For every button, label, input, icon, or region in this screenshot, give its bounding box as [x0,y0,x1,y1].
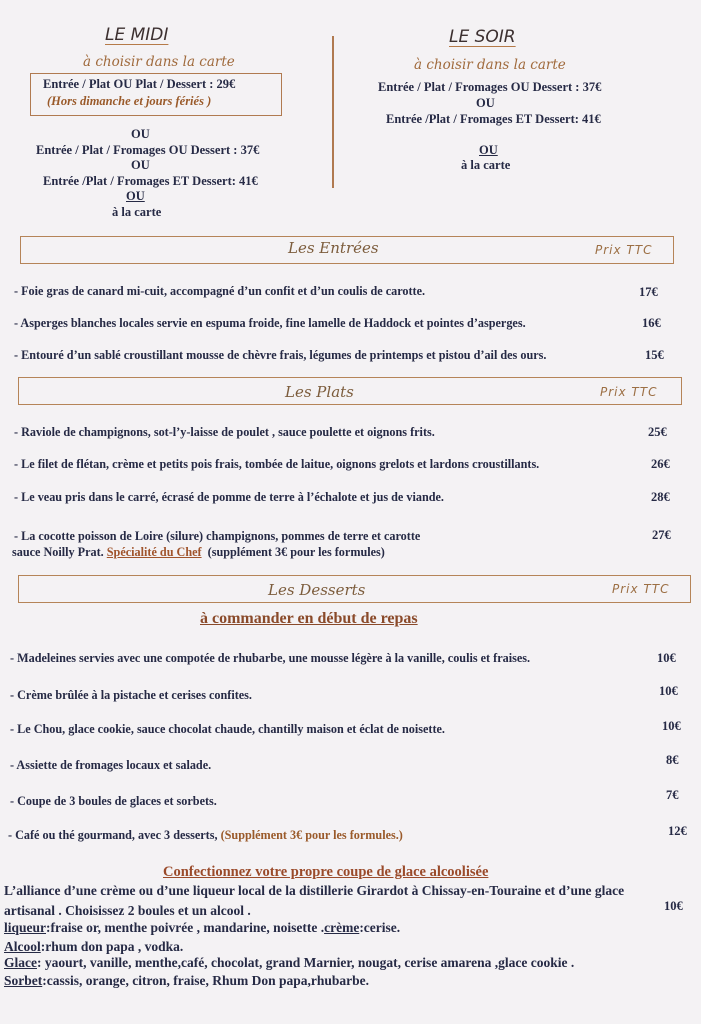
liqueur-label: liqueur [4,920,47,935]
dessert-price: 7€ [666,788,679,802]
midi-title: LE MIDI [105,25,169,45]
midi-a-la-carte: à la carte [112,205,162,219]
dessert-item: - Le Chou, glace cookie, sauce chocolat chaude, chantilly maison et éclat de noisette. [10,722,445,736]
plat-price: 27€ [652,528,671,542]
creme-options: :cerise. [359,920,401,935]
glace-label: Glace [4,955,37,970]
entrees-title: Les Entrées [288,239,379,257]
desserts-commander-note: à commander en début de repas [200,610,418,627]
soir-ou-2: OU [479,143,498,157]
entree-item: - Foie gras de canard mi-cuit, accompagné d’un confit et d’un coulis de carotte. [14,284,426,298]
coupe-sorbet-line [4,973,369,989]
dessert-price: 10€ [659,684,678,698]
coupe-liqueur-line [4,920,400,936]
dessert-price: 10€ [662,719,681,733]
midi-subtitle: à choisir dans la carte [83,54,235,70]
entree-price: 17€ [639,285,658,299]
midi-ou-2: OU [131,158,150,172]
plats-prix-ttc: Prix TTC [600,385,658,399]
midi-formula-restriction: (Hors dimanche et jours fériés ) [47,94,212,108]
entree-item: - Entouré d’un sablé croustillant mousse de chèvre frais, légumes de printemps et pistou d’ail des ours. [14,348,547,362]
entree-price: 15€ [645,348,664,362]
soir-formula-37: Entrée / Plat / Fromages OU Dessert : 37€ [378,80,602,94]
dessert-price: 8€ [666,753,679,767]
coupe-alcool-line [4,939,183,955]
soir-title: LE SOIR [449,27,516,47]
dessert-price: 10€ [657,651,676,665]
soir-subtitle: à choisir dans la carte [414,57,566,73]
desserts-title: Les Desserts [268,581,366,599]
plat-item: - La cocotte poisson de Loire (silure) champignons, pommes de terre et carotte [14,529,421,543]
dessert-item [8,828,403,843]
soir-ou-1: OU [476,96,495,110]
desserts-prix-ttc: Prix TTC [612,582,670,596]
dessert-cafe-text: - Café ou thé gourmand, avec 3 desserts, [8,828,218,842]
alcool-options: :rhum don papa , vodka. [40,939,184,954]
plat-item: - Raviole de champignons, sot-l’y-laisse de poulet , sauce poulette et oignons frits. [14,425,435,439]
midi-formula-37: Entrée / Plat / Fromages OU Dessert : 37€ [36,143,260,157]
column-divider [332,36,334,188]
plat-supplement: (supplément 3€ pour les formules) [207,545,385,559]
coupe-price: 10€ [664,899,683,913]
coupe-description-line2: artisanal . Choisissez 2 boules et un alcool . [4,903,251,918]
midi-ou-1: OU [131,127,150,141]
sorbet-options: :cassis, orange, citron, fraise, Rhum Don papa,rhubarbe. [42,973,370,988]
entree-price: 16€ [642,316,661,330]
soir-formula-41: Entrée /Plat / Fromages ET Dessert: 41€ [386,112,601,126]
chef-specialty: Spécialité du Chef [106,545,202,559]
coupe-description-line1: L’alliance d’une crème ou d’une liqueur local de la distillerie Girardot à Chissay-en-Touraine et d’une glace [4,883,625,898]
entrees-prix-ttc: Prix TTC [595,243,653,257]
plat-price: 28€ [651,490,670,504]
plat-price: 26€ [651,457,670,471]
dessert-item: - Madeleines servies avec une compotée de rhubarbe, une mousse légère à la vanille, coulis et fraises. [10,651,531,665]
liqueur-options: :fraise or, menthe poivrée , mandarine, noisette . [46,920,325,935]
dessert-item: - Assiette de fromages locaux et salade. [10,758,212,772]
entree-item: - Asperges blanches locales servie en espuma froide, fine lamelle de Haddock et pointes d’asperges. [14,316,526,330]
soir-a-la-carte: à la carte [461,158,511,172]
plat-price: 25€ [648,425,667,439]
dessert-item: - Coupe de 3 boules de glaces et sorbets. [10,794,217,808]
creme-label: crème [324,920,360,935]
plat-item-line2 [12,545,385,560]
coupe-title: Confectionnez votre propre coupe de glace alcoolisée [163,864,489,880]
sorbet-label: Sorbet [4,973,43,988]
midi-ou-3: OU [126,189,145,203]
plat-item: - Le veau pris dans le carré, écrasé de pomme de terre à l’échalote et jus de viande. [14,490,444,504]
plat-item-line2-prefix: sauce Noilly Prat. [12,545,104,559]
midi-formula-29: Entrée / Plat OU Plat / Dessert : 29€ [43,77,236,91]
glace-options: : yaourt, vanille, menthe,café, chocolat, grand Marnier, nougat, cerise amarena ,glace cookie . [37,955,575,970]
dessert-price: 12€ [668,824,687,838]
coupe-glace-line [4,955,574,971]
dessert-item: - Crème brûlée à la pistache et cerises confites. [10,688,252,702]
plat-item: - Le filet de flétan, crème et petits pois frais, tombée de laitue, oignons grelots et lardons croustillants. [14,457,540,471]
plats-title: Les Plats [285,383,354,401]
alcool-label: Alcool [4,939,41,954]
midi-formula-41: Entrée /Plat / Fromages ET Dessert: 41€ [43,174,258,188]
dessert-cafe-supplement: (Supplément 3€ pour les formules.) [220,828,403,842]
